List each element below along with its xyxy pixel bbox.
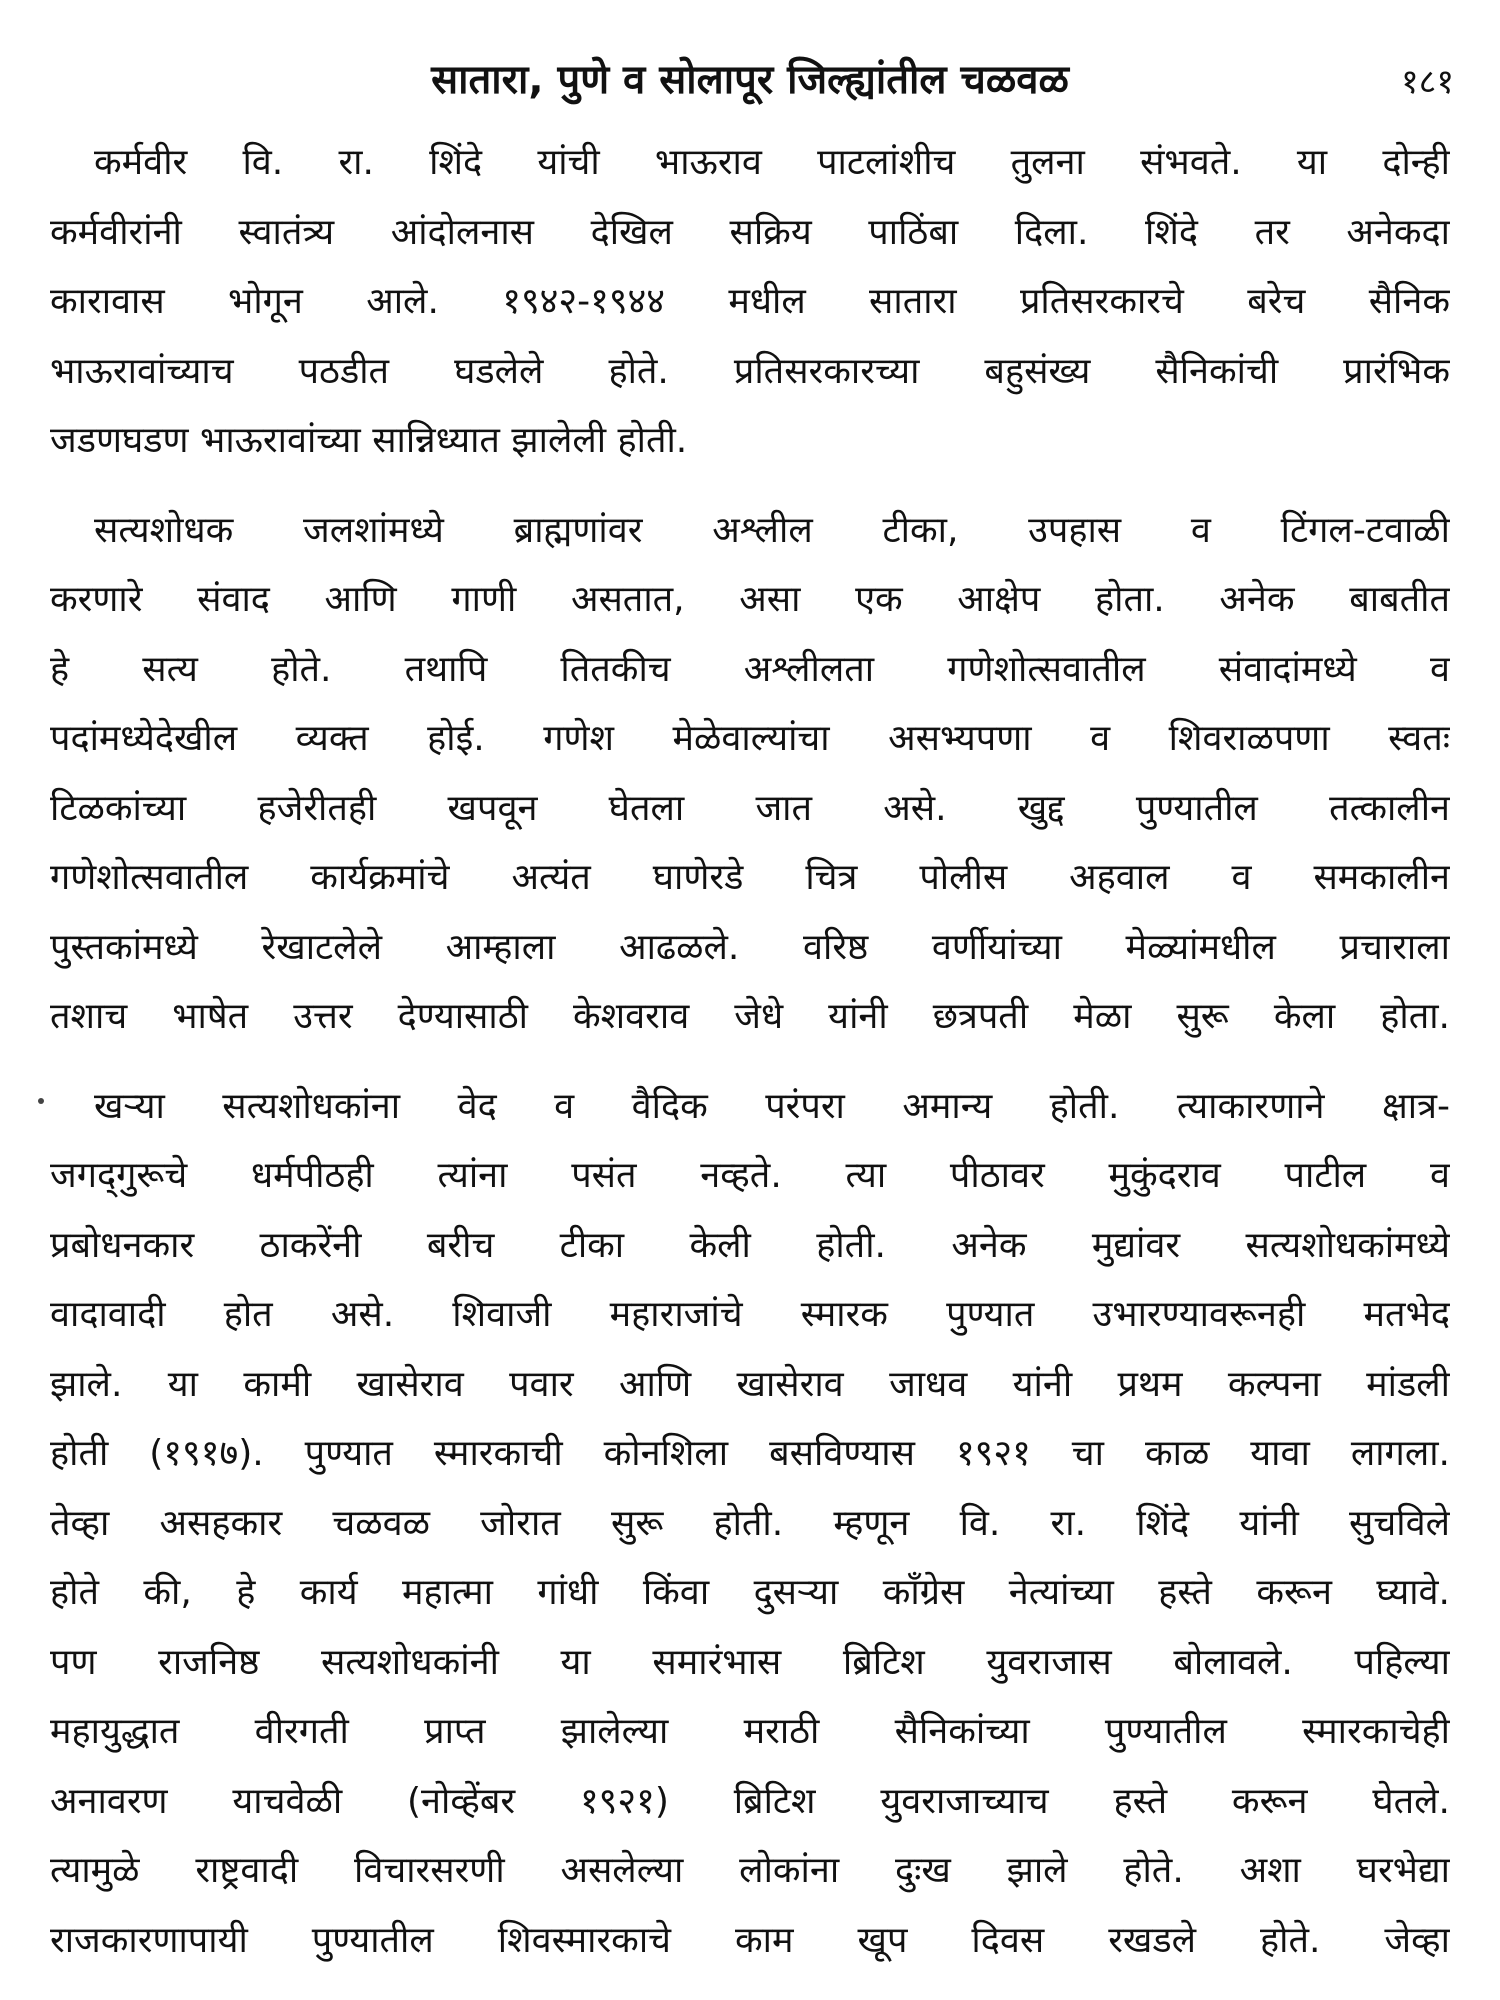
text-line: होते की, हे कार्य महात्मा गांधी किंवा दुसऱ्या कॉंग्रेस नेत्यांच्या हस्ते करून घ्यावे. xyxy=(50,1572,1450,1613)
text-line: पदांमध्येदेखील व्यक्त होई. गणेश मेळेवाल्यांचा असभ्यपणा व शिवराळपणा स्वतः xyxy=(50,718,1450,759)
text-line: राजकारणापायी पुण्यातील शिवस्मारकाचे काम खूप दिवस रखडले होते. जेव्हा xyxy=(50,1919,1450,1961)
text-line: गणेशोत्सवातील कार्यक्रमांचे अत्यंत घाणेरडे चित्र पोलीस अहवाल व समकालीन xyxy=(50,857,1450,898)
paragraph-3 xyxy=(50,1072,1450,1976)
text-line: त्यामुळे राष्ट्रवादी विचारसरणी असलेल्या लोकांना दुःख झाले होते. अशा घरभेद्या xyxy=(50,1850,1450,1891)
text-line: खऱ्या सत्यशोधकांना वेद व वैदिक परंपरा अमान्य होती. त्याकारणाने क्षात्र- xyxy=(94,1085,1450,1127)
text-line: प्रबोधनकार ठाकरेंनी बरीच टीका केली होती. अनेक मुद्यांवर सत्यशोधकांमध्ये xyxy=(50,1224,1450,1266)
text-line: कर्मवीर वि. रा. शिंदे यांची भाऊराव पाटलांशीच तुलना संभवते. या दोन्ही xyxy=(94,142,1450,183)
text-line: वादावादी होत असे. शिवाजी महाराजांचे स्मारक पुण्यात उभारण्यावरूनही मतभेद xyxy=(50,1294,1450,1335)
text-line: कारावास भोगून आले. १९४२-१९४४ मधील सातारा प्रतिसरकारचे बरेच सैनिक xyxy=(50,281,1450,322)
text-line: भाऊरावांच्याच पठडीत घडलेले होते. प्रतिसरकारच्या बहुसंख्य सैनिकांची प्रारंभिक xyxy=(50,350,1450,392)
body-text xyxy=(50,128,1450,1995)
text-line: कर्मवीरांनी स्वातंत्र्य आंदोलनास देखिल सक्रिय पाठिंबा दिला. शिंदे तर अनेकदा xyxy=(50,211,1450,253)
text-line: होती (१९१७). पुण्यात स्मारकाची कोनशिला बसविण्यास १९२१ चा काळ यावा लागला. xyxy=(50,1433,1450,1474)
text-line: तेव्हा असहकार चळवळ जोरात सुरू होती. म्हणून वि. रा. शिंदे यांनी सुचविले xyxy=(50,1502,1450,1544)
text-line: जडणघडण भाऊरावांच्या सान्निध्यात झालेली होती. xyxy=(50,420,688,461)
text-line: अनावरण याचवेळी (नोव्हेंबर १९२१) ब्रिटिश युवराजाच्याच हस्ते करून घेतले. xyxy=(50,1780,1450,1822)
text-line: पण राजनिष्ठ सत्यशोधकांनी या समारंभास ब्रिटिश युवराजास बोलावले. पहिल्या xyxy=(50,1641,1450,1683)
text-line: पुस्तकांमध्ये रेखाटलेले आम्हाला आढळले. वरिष्ठ वर्णीयांच्या मेळ्यांमधील प्रचाराला xyxy=(50,926,1450,968)
text-line: झाले. या कामी खासेराव पवार आणि खासेराव जाधव यांनी प्रथम कल्पना मांडली xyxy=(50,1363,1450,1405)
text-line: सत्यशोधक जलशांमध्ये ब्राह्मणांवर अश्लील टीका, उपहास व टिंगल-टवाळी xyxy=(94,509,1450,551)
running-title: सातारा, पुणे व सोलापूर जिल्ह्यांतील चळवळ xyxy=(431,57,1069,103)
paragraph-2 xyxy=(50,496,1450,1052)
text-line: करणारे संवाद आणि गाणी असतात, असा एक आक्षेप होता. अनेक बाबतीत xyxy=(50,579,1450,620)
page-number: १८१ xyxy=(1400,62,1454,102)
page-header xyxy=(0,52,1500,112)
text-line: जगद्‌गुरूचे धर्मपीठही त्यांना पसंत नव्हते. त्या पीठावर मुकुंदराव पाटील व xyxy=(50,1155,1450,1196)
text-line: महायुद्धात वीरगती प्राप्त झालेल्या मराठी सैनिकांच्या पुण्यातील स्मारकाचेही xyxy=(50,1711,1450,1752)
text-line: तशाच भाषेत उत्तर देण्यासाठी केशवराव जेधे यांनी छत्रपती मेळा सुरू केला होता. xyxy=(50,996,1450,1037)
text-line: हे सत्य होते. तथापि तितकीच अश्लीलता गणेशोत्सवातील संवादांमध्ये व xyxy=(50,648,1450,690)
scan-speck xyxy=(38,1098,44,1104)
text-line: टिळकांच्या हजेरीतही खपवून घेतला जात असे. खुद्द पुण्यातील तत्कालीन xyxy=(50,787,1450,829)
paragraph-1 xyxy=(50,128,1450,476)
